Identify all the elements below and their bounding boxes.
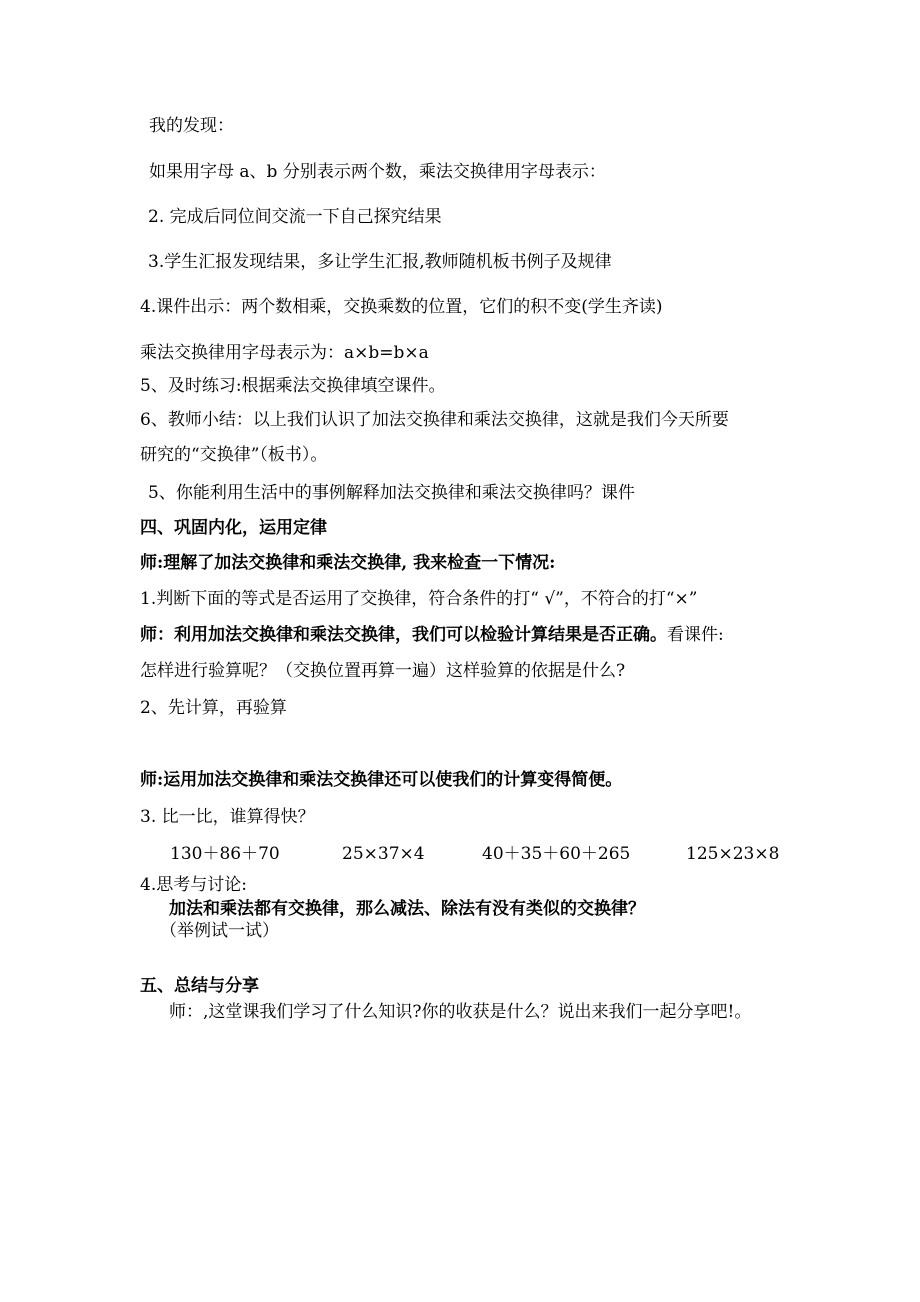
expression-1: 130＋86＋70 [170, 844, 280, 864]
section4-heading: 四、巩固内化，运用定律 [140, 518, 327, 538]
step6-line1: 6、教师小结：以上我们认识了加法交换律和乘法交换律，这就是我们今天所要 [140, 410, 729, 430]
teacher-check-line: 师:理解了加法交换律和乘法交换律, 我来检查一下情况: [140, 553, 556, 573]
compare-line: 3. 比一比，谁算得快？ [140, 807, 315, 827]
letter-intro-line: 如果用字母 a、b 分别表示两个数，乘法交换律用字母表示： [149, 162, 606, 182]
simplify-line: 师:运用加法交换律和乘法交换律还可以使我们的计算变得简便。 [140, 770, 623, 790]
formula-line: 乘法交换律用字母表示为：a×b=b×a [140, 343, 429, 363]
expression-4: 125×23×8 [686, 844, 780, 864]
verify-normal-text: 看课件: [667, 625, 724, 645]
verify-line2: 怎样进行验算呢？（交换位置再算一遍）这样验算的依据是什么? [140, 661, 626, 681]
expression-2: 25×37×4 [342, 844, 425, 864]
step5-life-line: 5、你能利用生活中的事例解释加法交换律和乘法交换律吗？课件 [148, 483, 635, 503]
my-discovery-line: 我的发现： [149, 116, 234, 136]
calc-check-line: 2、先计算，再验算 [140, 698, 287, 718]
summary-line: 师：,这堂课我们学习了什么知识?你的收获是什么？说出来我们一起分享吧!。 [169, 1002, 752, 1022]
judge-line: 1.判断下面的等式是否运用了交换律，符合条件的打“ √”，不符合的打“×” [140, 589, 698, 609]
section5-heading: 五、总结与分享 [140, 976, 259, 996]
verify-line1 [140, 624, 724, 646]
step4-line: 4.课件出示：两个数相乘，交换乘数的位置，它们的积不变(学生齐读) [140, 297, 663, 317]
verify-bold-text: 师：利用加法交换律和乘法交换律，我们可以检验计算结果是否正确。 [140, 625, 667, 645]
question-line: 加法和乘法都有交换律，那么减法、除法有没有类似的交换律？ [169, 899, 645, 919]
step5-practice-line: 5、及时练习:根据乘法交换律填空课件。 [140, 376, 446, 396]
think-line: 4.思考与讨论: [140, 875, 247, 895]
step2-line: 2. 完成后同位间交流一下自己探究结果 [148, 207, 442, 227]
example-line: （举例试一试） [160, 921, 279, 941]
step3-line: 3.学生汇报发现结果，多让学生汇报,教师随机板书例子及规律 [148, 252, 612, 272]
expression-3: 40＋35＋60＋265 [482, 844, 631, 864]
step6-line2: 研究的“交换律”（板书）。 [140, 445, 328, 465]
